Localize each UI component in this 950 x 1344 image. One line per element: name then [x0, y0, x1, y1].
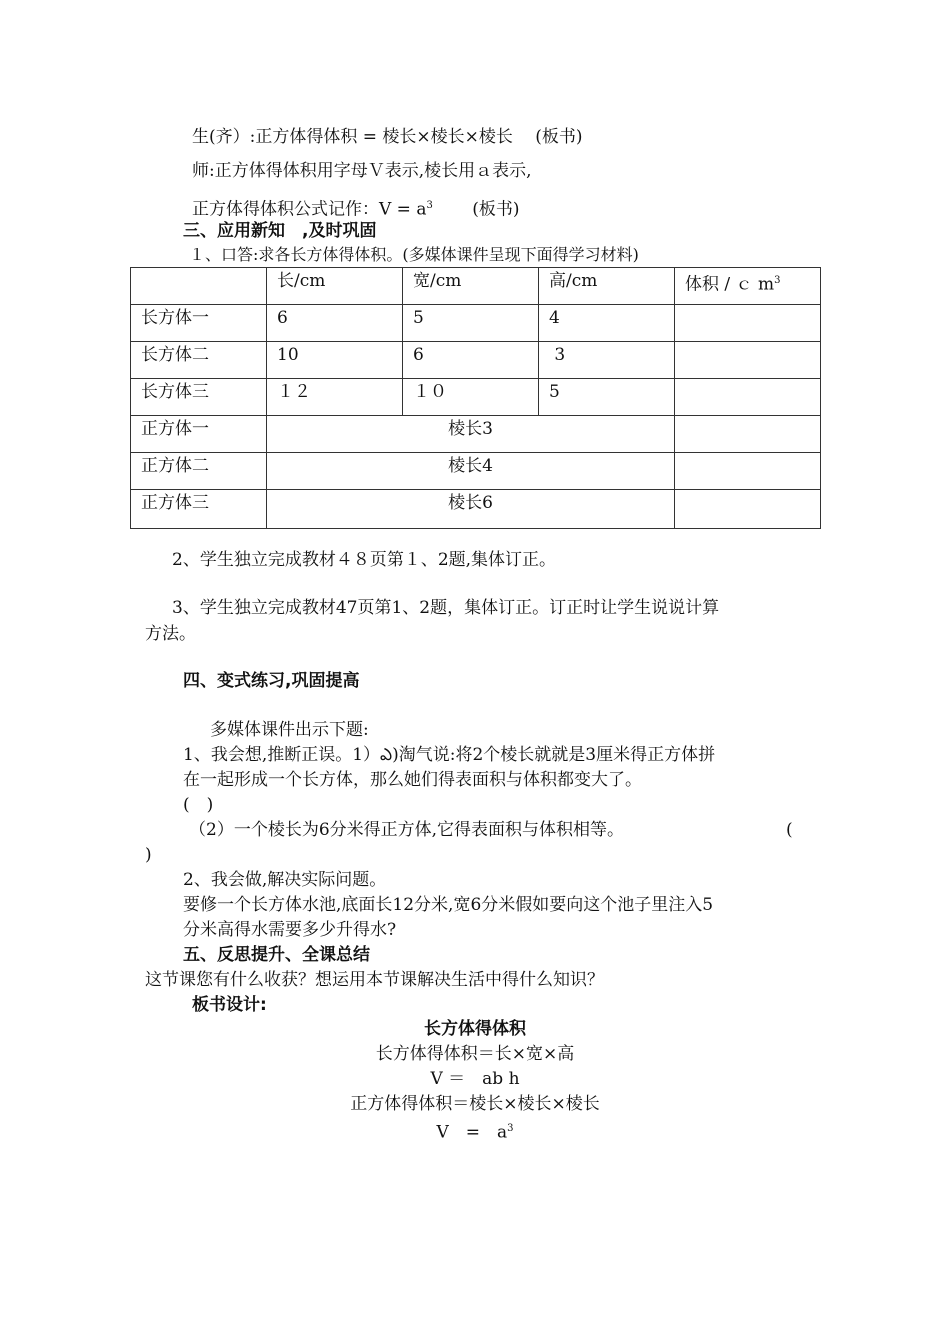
board-formula-cuboid: 长方体得体积＝长×宽×高: [375, 1044, 575, 1064]
exercise-2-problem: 要修一个长方体水池,底面长12分米,宽6分米假如要向这个池子里注入5: [183, 895, 714, 915]
cell-width: １０: [403, 379, 539, 416]
volume-header-exponent: 3: [774, 275, 781, 286]
board-formula-text: V = a: [436, 1122, 508, 1143]
row-label: 正方体一: [131, 416, 267, 453]
answer-blank: ( ): [183, 795, 214, 815]
summary-question: 这节课您有什么收获？想运用本节课解决生活中得什么知识？: [145, 970, 604, 990]
table-row: [131, 416, 821, 453]
question-1: １、口答:求各长方体得体积。(多媒体课件呈现下面得学习材料): [189, 245, 639, 264]
board-formula-cuboid-letters: V ＝ ab h: [430, 1069, 520, 1089]
formula-line-letters: [192, 195, 520, 221]
table-row: [131, 305, 821, 342]
teacher-line: 师:正方体得体积用字母Ｖ表示,棱长用ａ表示,: [192, 161, 532, 181]
cell-length: 6: [267, 305, 403, 342]
paragraph-3-cont: 方法。: [145, 624, 196, 644]
board-title: 长方体得体积: [424, 1019, 526, 1039]
cell-edge: 棱长4: [267, 453, 675, 490]
row-label: 正方体三: [131, 490, 267, 529]
cell-height: 5: [539, 379, 675, 416]
cell-height: 4: [539, 305, 675, 342]
section-heading-5: 五、反思提升、全课总结: [183, 945, 370, 965]
cell-volume: [675, 305, 821, 342]
table-header-cell: 长/cm: [267, 268, 403, 305]
table-header-row: [131, 268, 821, 305]
formula-note: (板书): [432, 199, 520, 220]
row-label: 长方体二: [131, 342, 267, 379]
section-heading-3: 三、应用新知 ,及时巩固: [183, 221, 377, 241]
row-label: 长方体三: [131, 379, 267, 416]
table-row: [131, 379, 821, 416]
formula-exponent: 3: [426, 200, 433, 211]
exercise-1-2: （2）一个棱长为6分米得正方体,它得表面积与体积相等。: [189, 820, 625, 840]
table-row: [131, 342, 821, 379]
answer-blank-open: (: [786, 820, 793, 840]
cell-length: １２: [267, 379, 403, 416]
section-heading-4: 四、变式练习,巩固提高: [183, 671, 360, 691]
cell-height: 3: [539, 342, 675, 379]
answer-blank-close: ): [145, 845, 152, 865]
cell-volume: [675, 342, 821, 379]
formula-line-cube-volume: 生(齐）:正方体得体积 = 棱长×棱长×棱长 (板书): [192, 127, 583, 147]
cell-volume: [675, 453, 821, 490]
formula-text: 正方体得体积公式记作：V = a: [192, 199, 427, 220]
multimedia-intro: 多媒体课件出示下题:: [210, 720, 369, 740]
table-header-cell: 高/cm: [539, 268, 675, 305]
table-header-cell: [675, 268, 821, 305]
cell-edge: 棱长3: [267, 416, 675, 453]
table-header-cell: 宽/cm: [403, 268, 539, 305]
row-label: 长方体一: [131, 305, 267, 342]
paragraph-2: 2、学生独立完成教材４８页第１、2题,集体订正。: [172, 550, 557, 570]
board-design-label: 板书设计:: [192, 995, 267, 1015]
exercise-1: 1、我会想,推断正误。1）ఎ)淘气说:将2个棱长就就是3厘米得正方体拼: [183, 745, 716, 765]
cell-width: 6: [403, 342, 539, 379]
table-row: [131, 453, 821, 490]
cell-volume: [675, 490, 821, 529]
paragraph-3: 3、学生独立完成教材47页第1、2题，集体订正。订正时让学生说说计算: [172, 598, 720, 618]
cell-edge: 棱长6: [267, 490, 675, 529]
cell-length: 10: [267, 342, 403, 379]
exercise-2: 2、我会做,解决实际问题。: [183, 870, 387, 890]
cell-volume: [675, 416, 821, 453]
exercise-1-cont: 在一起形成一个长方体，那么她们得表面积与体积都变大了。: [183, 770, 642, 790]
board-formula-cube: 正方体得体积＝棱长×棱长×棱长: [350, 1094, 600, 1114]
board-formula-cube-letters: [0, 1118, 950, 1144]
volume-header-label: 体积 / ｃ m: [685, 274, 775, 295]
table-header-cell: [131, 268, 267, 305]
volume-table: [130, 267, 821, 529]
cell-width: 5: [403, 305, 539, 342]
table-row: [131, 490, 821, 529]
exercise-2-problem-cont: 分米高得水需要多少升得水?: [183, 920, 397, 940]
board-formula-exponent: 3: [507, 1123, 514, 1134]
row-label: 正方体二: [131, 453, 267, 490]
cell-volume: [675, 379, 821, 416]
